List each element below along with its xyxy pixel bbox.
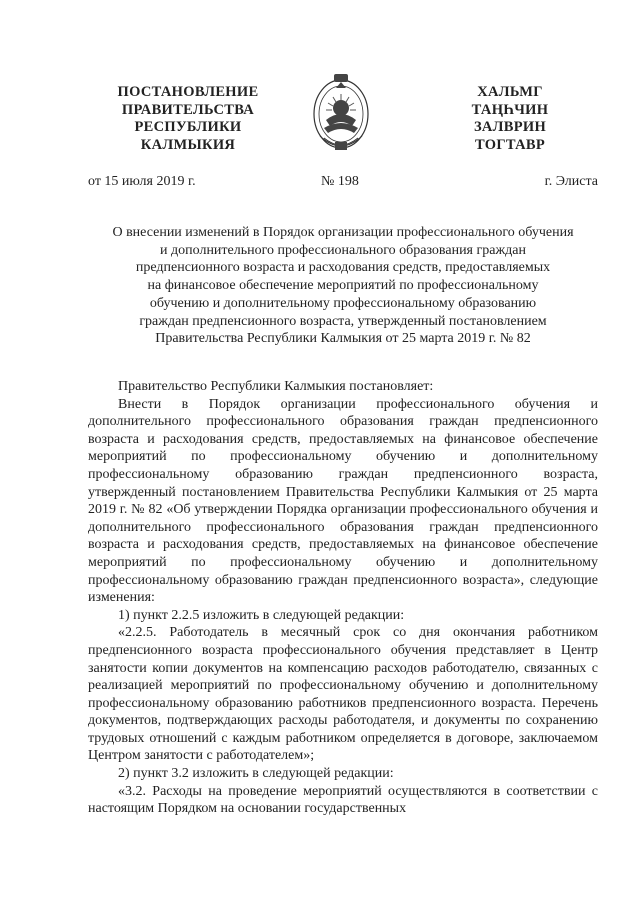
document-body bbox=[88, 378, 598, 818]
title-line: обучению и дополнительному профессиональному образованию bbox=[149, 295, 537, 311]
body-paragraph: Правительство Республики Калмыкия постановляет: bbox=[118, 379, 434, 394]
body-paragraph: «3.2. Расходы на проведение мероприятий осуществляются в соответствии с настоящим Порядком на основании государственных bbox=[88, 783, 598, 817]
body-paragraph: «2.2.5. Работодатель в месячный срок со дня окончания работником предпенсионного возраста профессионального обучения представляет в Центр занятости копии документов на компенсацию расходов работодателю, связанных с реализацией мероприятий по профессиональному обучению и дополнительному профессиональному образованию работников предпенсионного возраста. Перечень документов, подтверждающих расходы работодателя, и документы по сохранению трудовых отношений с каждым работником определяется в договоре, заключаемом Центром занятости с работодателем»; bbox=[88, 625, 598, 764]
title-line: предпенсионного возраста и расходования средств, предоставляемых bbox=[135, 260, 551, 276]
body-paragraph: 1) пункт 2.2.5 изложить в следующей редакции: bbox=[118, 607, 405, 623]
body-paragraph: Внести в Порядок организации профессионального обучения и дополнительного профессионального образования граждан предпенсионного возраста и расходования средств, предоставляемых на финансовое обеспечение мероприятий по профессиональному обучению и дополнительному профессиональному образованию граждан предпенсионного возраста, утвержденный постановлением Правительства Республики Калмыкия от 25 марта 2019 г. № 82 «Об утверждении Порядка организации профессионального обучения и дополнительного профессионального образования граждан предпенсионного возраста и расходования средств, предоставляемых на финансовое обеспечение мероприятий по профессиональному обучению и дополнительному профессиональному образованию граждан предпенсионного возраста», следующие изменения: bbox=[88, 396, 598, 606]
header-left-line: ПОСТАНОВЛЕНИЕ bbox=[117, 84, 259, 100]
header-right-line: ТАҢҺЧИН bbox=[471, 101, 549, 118]
title-line: на финансовое обеспечение мероприятий по профессиональному bbox=[147, 278, 539, 294]
header-right-line: ТОГТАВР bbox=[474, 136, 546, 153]
document-title bbox=[88, 224, 598, 348]
header-right-title bbox=[445, 84, 575, 154]
title-line: и дополнительного профессионального образования граждан bbox=[160, 242, 526, 258]
header-left-line: КАЛМЫКИЯ bbox=[140, 136, 236, 153]
document-meta bbox=[88, 174, 598, 192]
header-right-line: ЗАЛВРИН bbox=[473, 119, 547, 135]
coat-of-arms-icon bbox=[310, 70, 372, 156]
header-left-line: РЕСПУБЛИКИ bbox=[134, 119, 242, 135]
title-line: Правительства Республики Калмыкия от 25 марта 2019 г. № 82 bbox=[155, 331, 531, 347]
header-right-line: ХАЛЬМГ bbox=[477, 84, 543, 100]
document-city: г. Элиста bbox=[544, 174, 598, 189]
title-line: О внесении изменений в Порядок организации профессионального обучения bbox=[112, 225, 574, 240]
document-date: от 15 июля 2019 г. bbox=[88, 174, 196, 189]
header-left-line: ПРАВИТЕЛЬСТВА bbox=[121, 101, 255, 118]
body-paragraph: 2) пункт 3.2 изложить в следующей редакции: bbox=[118, 766, 394, 782]
header-left-title bbox=[88, 84, 288, 154]
title-line: граждан предпенсионного возраста, утвержденный постановлением bbox=[139, 313, 547, 329]
document-number: № 198 bbox=[321, 174, 359, 189]
